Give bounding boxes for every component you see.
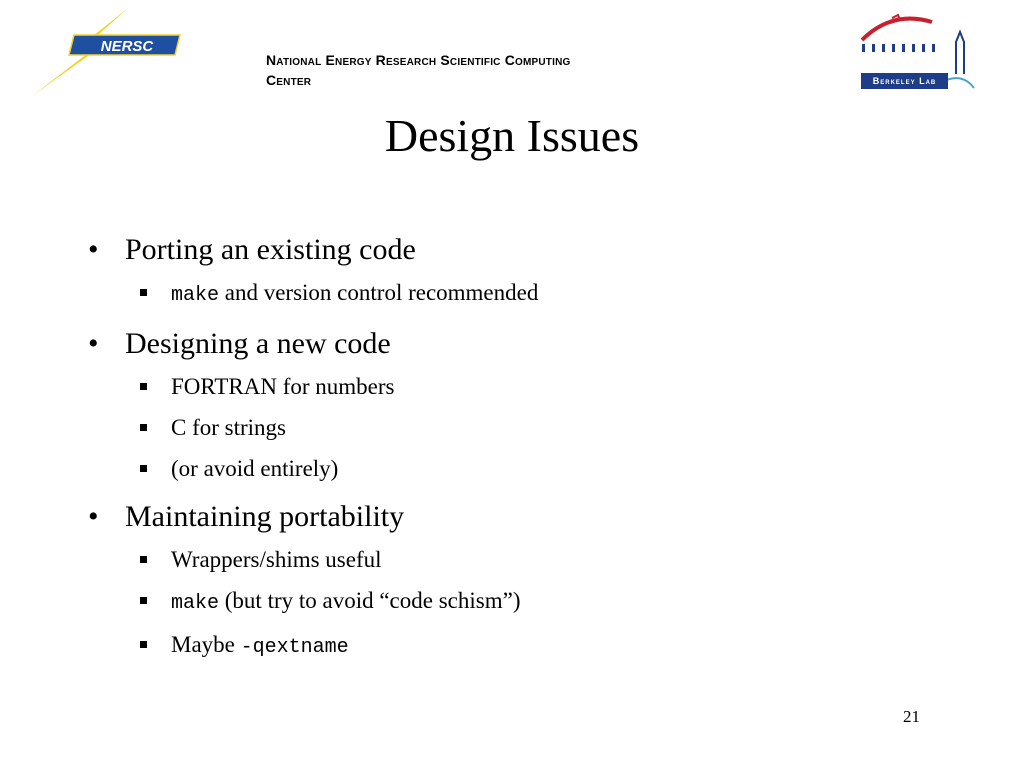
sub-bullet-text: and version control recommended — [219, 280, 539, 305]
arch-icon — [862, 19, 932, 40]
sub-bullet-item — [88, 366, 948, 407]
bullet-dot-icon: • — [88, 233, 99, 266]
sub-bullet-text: (but try to avoid “code schism”) — [219, 588, 521, 613]
nersc-logo-text: NERSC — [100, 38, 154, 55]
bullet-dot-icon: • — [88, 327, 99, 360]
code-text: make — [171, 592, 220, 615]
building-windows — [862, 44, 935, 52]
org-name-line2: Center — [266, 72, 312, 88]
bullet-text: Maintaining portability — [125, 500, 405, 533]
berkeley-lab-logo — [852, 12, 982, 92]
org-name — [266, 50, 726, 90]
square-bullet-icon — [140, 465, 147, 472]
sub-bullet-text: FORTRAN for numbers — [171, 374, 395, 399]
sub-bullet-text: Maybe — [171, 632, 241, 657]
slide-title: Design Issues — [384, 110, 640, 161]
square-bullet-icon — [140, 289, 147, 296]
sub-bullet-item — [88, 580, 948, 624]
bullet-text: Porting an existing code — [125, 233, 416, 266]
bullet-item — [88, 228, 948, 272]
bullet-list — [88, 226, 948, 668]
bullet-text: Designing a new code — [125, 327, 391, 360]
square-bullet-icon — [140, 597, 147, 604]
sub-bullet-text: Wrappers/shims useful — [171, 547, 382, 572]
sub-bullet-item — [88, 407, 948, 448]
square-bullet-icon — [140, 383, 147, 390]
nersc-logo-graphic — [30, 8, 185, 98]
sub-bullet-text: (or avoid entirely) — [171, 456, 339, 481]
sub-bullet-item — [88, 272, 948, 316]
code-text: -qextname — [240, 636, 349, 659]
sub-bullet-text: C for strings — [171, 415, 286, 440]
sub-bullet-item — [88, 539, 948, 580]
campanile-tower-icon — [956, 32, 964, 74]
square-bullet-icon — [140, 641, 147, 648]
nersc-logo — [30, 8, 185, 98]
bullet-dot-icon: • — [88, 500, 99, 533]
berkeley-lab-text: Berkeley Lab — [861, 73, 948, 89]
code-text: make — [171, 284, 220, 307]
page-number: 21 — [903, 707, 920, 726]
sub-bullet-item — [88, 624, 948, 668]
sub-bullet-item — [88, 448, 948, 489]
square-bullet-icon — [140, 424, 147, 431]
bullet-item — [88, 495, 948, 539]
square-bullet-icon — [140, 556, 147, 563]
bullet-item — [88, 322, 948, 366]
org-name-line1: National Energy Research Scientific Computing — [266, 52, 571, 68]
